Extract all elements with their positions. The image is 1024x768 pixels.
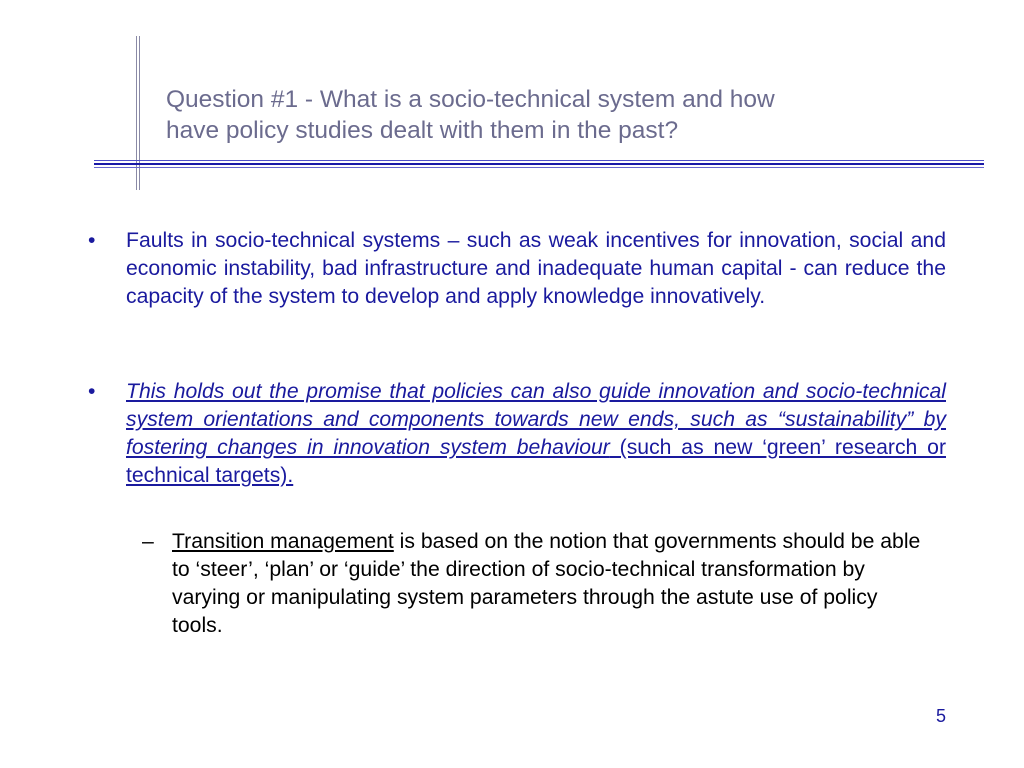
decorative-horizontal-rule bbox=[94, 160, 984, 161]
bullet-text: Faults in socio-technical systems – such as weak incentives for innovation, social and economic instability, bad infrastructure and inadequate human capital - can reduce the capacity of the system to develop and apply knowledge innovatively. bbox=[126, 229, 946, 308]
slide-title bbox=[166, 84, 926, 146]
bullet-rest-text: (such as new ‘green’ research or technical targets). bbox=[126, 436, 946, 487]
sub-bullet-item bbox=[142, 528, 922, 640]
page-number: 5 bbox=[935, 706, 946, 726]
slide-title-line: Question #1 - What is a socio-technical system and how bbox=[166, 86, 775, 113]
bullet-emphasis-text: This holds out the promise that policies can also guide innovation and socio-technical system orientations and components towards new ends, such as “sustainability” by fostering changes in innovation system behaviour bbox=[126, 380, 946, 459]
sub-bullet-description: is based on the notion that governments should be able to ‘steer’, ‘plan’ or ‘guide’ the direction of socio-technical transformation by varying or manipulating system parameters through the astute use of policy tools. bbox=[172, 530, 921, 637]
bullet-marker: • bbox=[88, 380, 96, 403]
bullet-item bbox=[88, 227, 946, 311]
sub-bullet-marker: – bbox=[142, 530, 154, 553]
bullet-text bbox=[126, 378, 946, 490]
slide-title-line: have policy studies dealt with them in the past? bbox=[166, 117, 679, 144]
sub-bullet-text bbox=[172, 528, 922, 640]
bullet-marker: • bbox=[88, 229, 96, 252]
bullet-item bbox=[88, 378, 946, 490]
decorative-horizontal-rule bbox=[94, 163, 984, 165]
sub-bullet-term: Transition management bbox=[172, 530, 394, 553]
decorative-horizontal-rule bbox=[94, 167, 984, 168]
